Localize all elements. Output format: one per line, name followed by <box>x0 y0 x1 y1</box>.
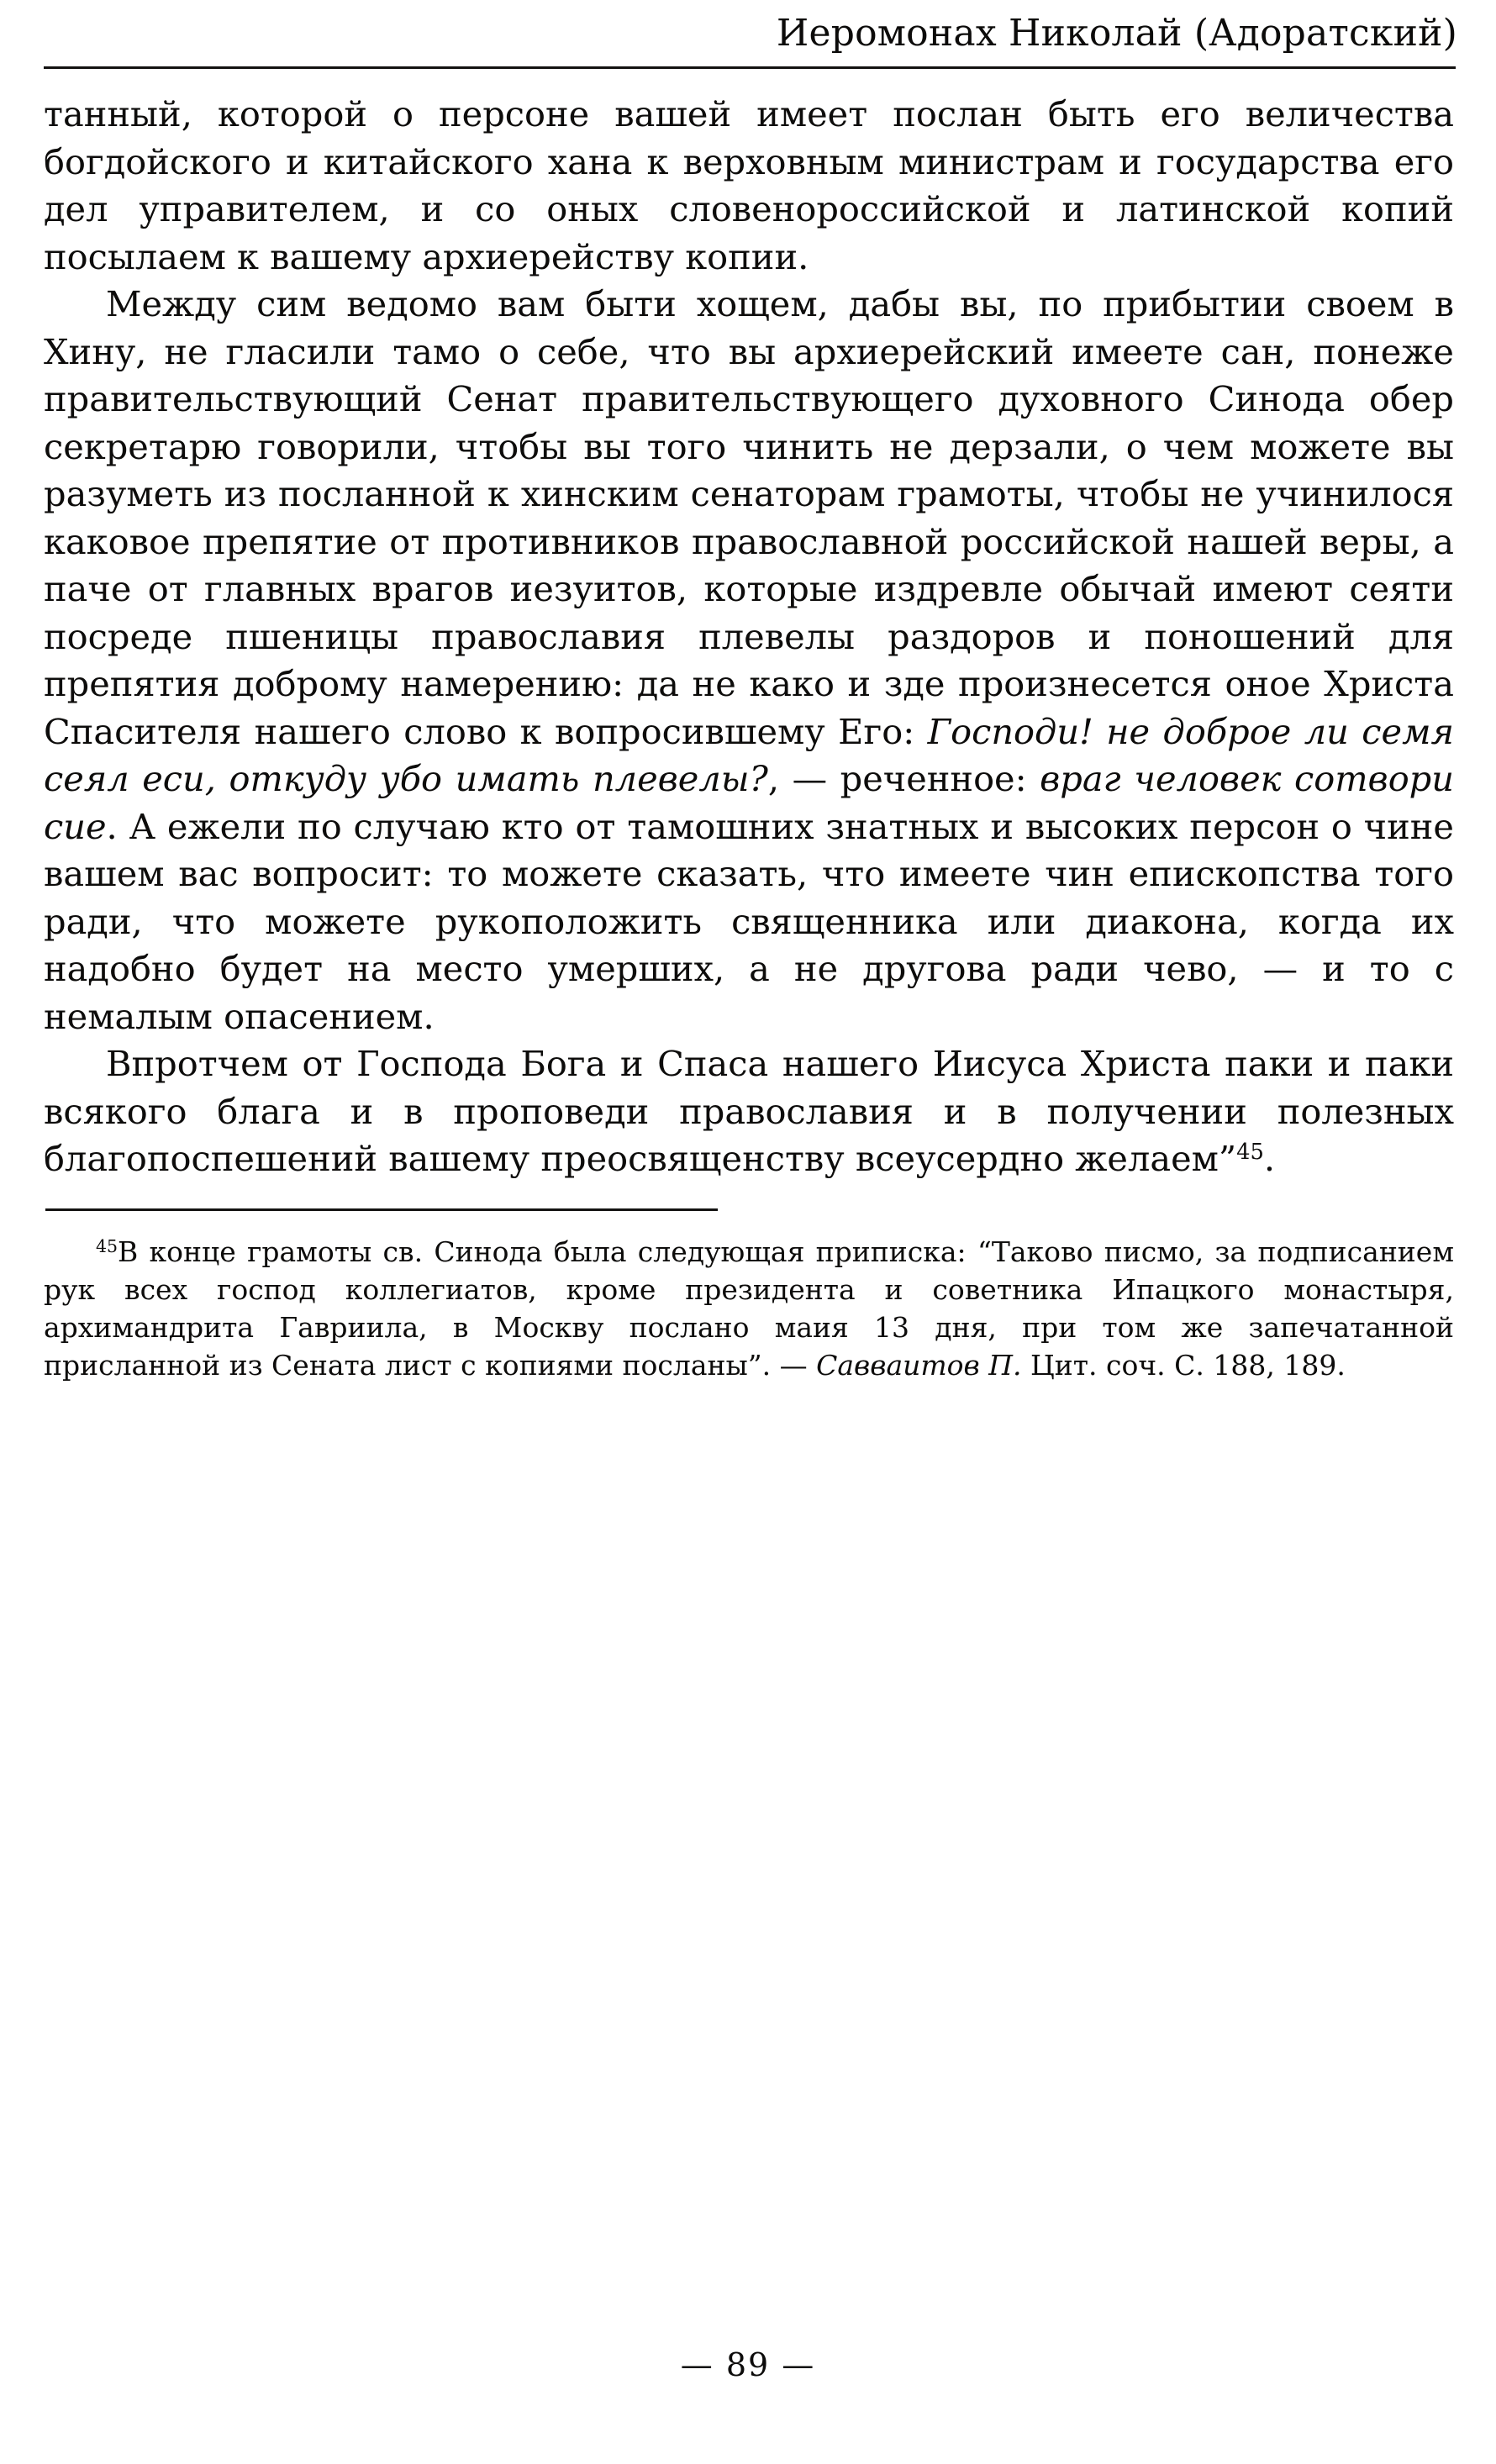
footnote-number: 45 <box>96 1235 119 1256</box>
header-rule <box>44 66 1456 69</box>
footnotes-block <box>44 1233 1454 1384</box>
paragraph-letter-body <box>44 281 1454 1040</box>
paragraph-segment: Между сим ведомо вам быти хощем, дабы вы, по прибытии своем в Хину, не гласили тамо о себе, что вы архиерейский имеете сан, понеже правительствующий Сенат правительствующего духовного Синода обер секретарю говорили, чтобы вы того чинить не дерзали, о чем можете вы разуметь из посланной к хинским сенаторам грамоты, чтобы не учинилося каковое препятие от противников православной российской нашей веры, а паче от главных врагов иезуитов, которые издревле обычай имеют сеяти посреде пшеницы православия плевелы раздоров и поношений для препятия доброму намерению: да не како и зде произнесется оное Христа Спасителя нашего слово к вопросившему Его: <box>44 283 1454 752</box>
body-text <box>44 91 1454 1183</box>
quote-gospodi: Господи! не доброе ли семя сеял еси, откуду убо имать плевелы? <box>44 710 1454 799</box>
paragraph-closing <box>44 1040 1454 1183</box>
footnote-reference-45[interactable]: 45 <box>1236 1139 1264 1165</box>
paragraph-continuation: танный, которой о персоне вашей имеет послан быть его величества богдойского и китайского хана к верховным министрам и государства его дел управителем, и со оных словенороссийской и латинской копий посылаем к вашему архиерейству копии. <box>44 93 1454 277</box>
footnote-separator-rule <box>45 1208 718 1211</box>
footnote-author: Савваитов П. <box>816 1348 1022 1382</box>
page-number: — 89 — <box>680 2346 816 2383</box>
footnote-segment: В конце грамоты св. Синода была следующая приписка: “Таково писмо, за подписанием рук всех господ коллегиатов, кроме президента и советника Ипацкого монастыря, архимандрита Гавриила, в Москву послано маия 13 дня, при том же запечатанной присланной из Сената лист с копиями посланы”. — <box>44 1235 1454 1382</box>
paragraph-segment: . А ежели по случаю кто от тамошних знатных и высоких персон о чине вашем вас вопросит: то можете сказать, что имеете чин епископства того ради, что можете рукоположить священника или диакона, когда их надобно будет на место умерших, а не другова ради чево, — и то с немалым опасением. <box>44 805 1454 1037</box>
paragraph-segment: , — реченное: <box>767 758 1040 799</box>
paragraph-segment: . <box>1263 1138 1276 1179</box>
paragraph-segment: Впротчем от Господа Бога и Спаса нашего Иисуса Христа паки и паки всякого блага и в проповеди православия и в получении полезных благопоспешений вашему преосвященству всеусердно желаем” <box>44 1043 1454 1179</box>
running-head: Иеромонах Николай (Адоратский) <box>776 12 1457 55</box>
footnote-segment: Цит. соч. С. 188, 189. <box>1021 1348 1346 1382</box>
quote-vrag-chelovek: враг человек сотвори сие <box>44 758 1454 847</box>
footnote-45 <box>44 1233 1454 1384</box>
page-content <box>44 0 1464 1384</box>
